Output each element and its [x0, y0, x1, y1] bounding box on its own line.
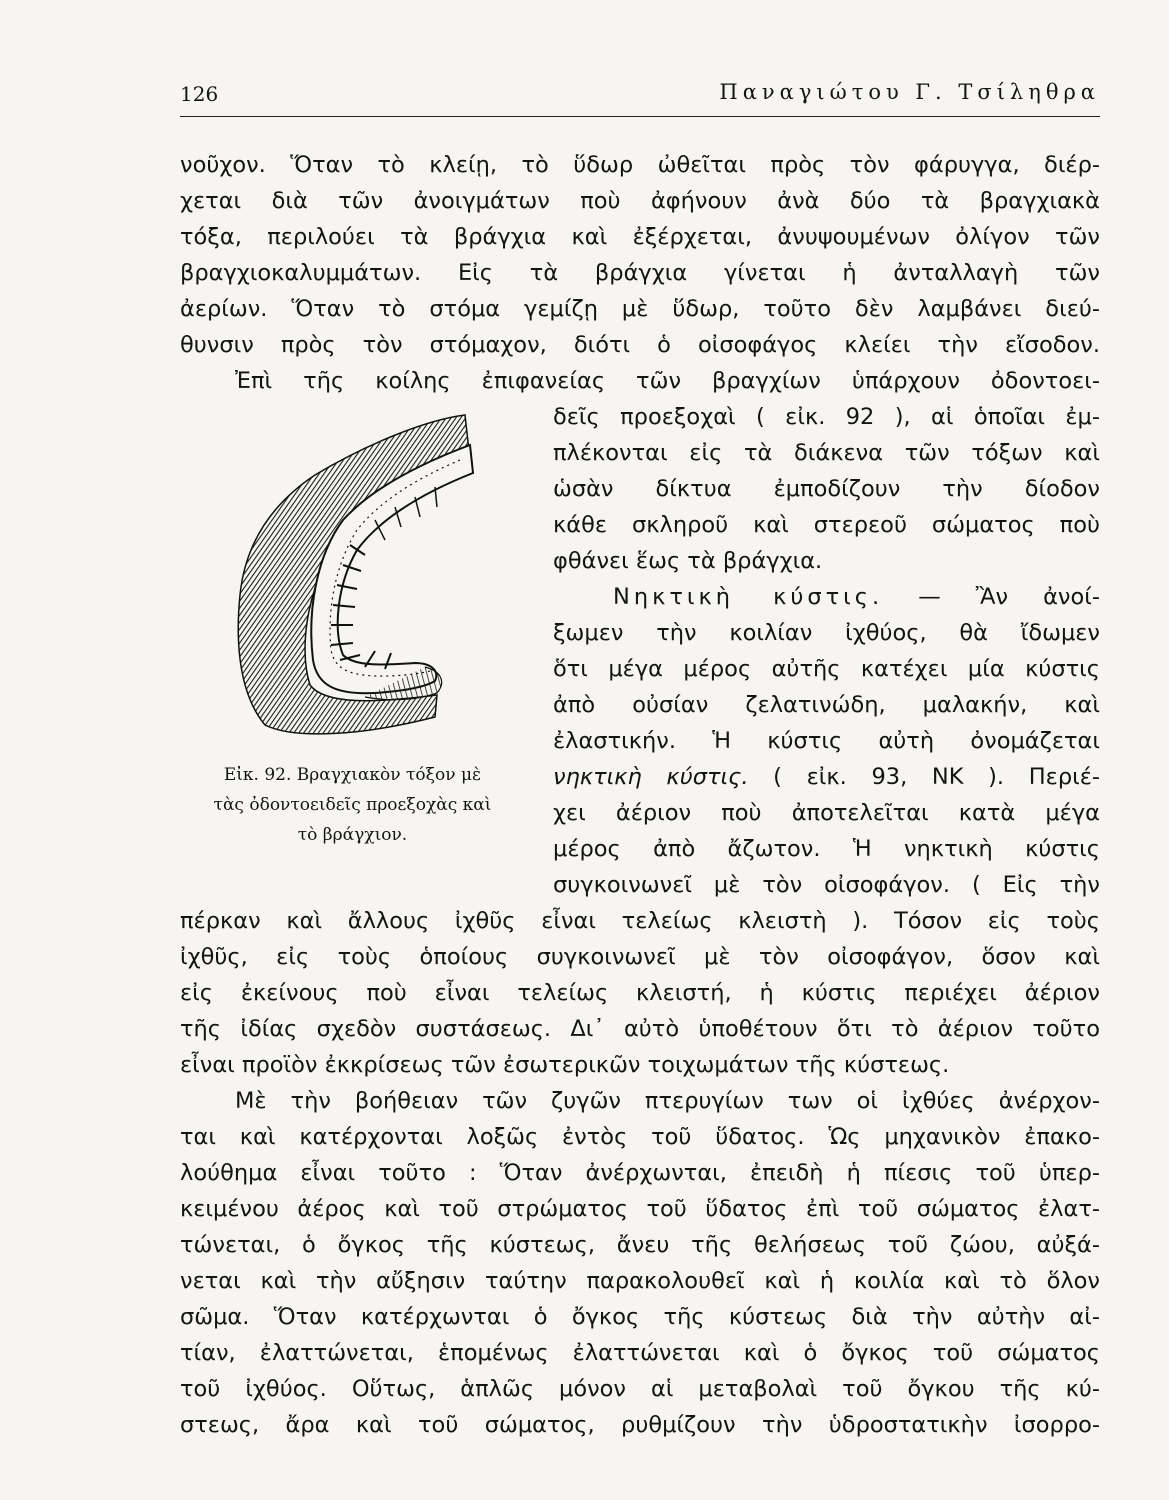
caption-line: τὸ βράγχιον. — [297, 825, 408, 845]
text-line: ὅτι μέγα μέρος αὐτῆς κατέχει μία κύστις — [553, 656, 1100, 682]
text-line: ἀπὸ οὐσίαν ζελατινώδη, μαλακήν, καὶ — [553, 692, 1100, 718]
figure-caption — [180, 760, 525, 850]
text-line: κάθε σκληροῦ καὶ στερεοῦ σώματος ποὺ — [553, 512, 1100, 538]
term-line — [553, 760, 1100, 794]
text-line: σῶμα. Ὅταν κατέρχωνται ὁ ὄγκος τῆς κύστεως διὰ τὴν αὐτὴν αἰ- — [180, 1304, 1100, 1330]
paragraph-first-line: Μὲ τὴν βοήθειαν τῶν ζυγῶν πτερυγίων των οἱ ἰχθύες ἀνέρχον- — [235, 1088, 1100, 1114]
text-line: νοῦχον. Ὅταν τὸ κλείῃ, τὸ ὕδωρ ὠθεῖται πρὸς τὸν φάρυγγα, διέρ- — [180, 152, 1100, 178]
text-line: τῆς ἰδίας σχεδὸν συστάσεως. Δι᾽ αὐτὸ ὑποθέτουν ὅτι τὸ ἀέριον τοῦτο — [180, 1016, 1100, 1042]
section-first-rest: — Ἂν ἀνοί- — [918, 584, 1100, 610]
text-line: μέρος ἀπὸ ἄζωτον. Ἡ νηκτικὴ κύστις — [553, 836, 1100, 862]
text-line: πλέκονται εἰς τὰ διάκενα τῶν τόξων καὶ — [553, 440, 1100, 466]
text-line: χεται διὰ τῶν ἀνοιγμάτων ποὺ ἀφήνουν ἀνὰ δύο τὰ βραγχιακὰ — [180, 188, 1100, 214]
section-title: Νηκτικὴ κύστις. — [613, 584, 884, 610]
text-line: κειμένου ἀέρος καὶ τοῦ στρώματος τοῦ ὕδατος ἐπὶ τοῦ σώματος ἐλατ- — [180, 1196, 1100, 1222]
page-header — [180, 76, 1100, 117]
text-line: χει ἀέριον ποὺ ἀποτελεῖται κατὰ μέγα — [553, 800, 1100, 826]
text-line: ται καὶ κατέρχονται λοξῶς ἐντὸς τοῦ ὕδατος. Ὡς μηχανικὸν ἐπακο- — [180, 1124, 1100, 1150]
text-line: εἶναι προϊὸν ἐκκρίσεως τῶν ἐσωτερικῶν τοιχωμάτων τῆς κύστεως. — [180, 1052, 950, 1078]
text-line: δεῖς προεξοχαὶ ( εἰκ. 92 ), αἱ ὁποῖαι ἐμ- — [553, 404, 1100, 430]
gill-arch-figure — [225, 405, 515, 750]
text-line: φθάνει ἕως τὰ βράγχια. — [553, 548, 823, 574]
text-line: τόξα, περιλούει τὰ βράγχια καὶ ἐξέρχεται, ἀνυψουμένων ὀλίγον τῶν — [180, 224, 1100, 250]
text-line: ἀερίων. Ὅταν τὸ στόμα γεμίζῃ μὲ ὕδωρ, τοῦτο δὲν λαμβάνει διεύ- — [180, 296, 1100, 322]
text-line: θυνσιν πρὸς τὸν στόμαχον, διότι ὁ οἰσοφάγος κλείει τὴν εἴσοδον. — [180, 332, 1100, 358]
text-line: λούθημα εἶναι τοῦτο : Ὅταν ἀνέρχωνται, ἐπειδὴ ἡ πίεσις τοῦ ὑπερ- — [180, 1160, 1100, 1186]
text-line: πέρκαν καὶ ἄλλους ἰχθῦς εἶναι τελείως κλειστὴ ). Τόσον εἰς τοὺς — [180, 908, 1100, 934]
running-head: Παναγιώτου Γ. Τσίληθρα — [719, 80, 1100, 104]
caption-line: τὰς ὀδοντοειδεῖς προεξοχὰς καὶ — [213, 795, 492, 815]
text-line: στεως, ἄρα καὶ τοῦ σώματος, ρυθμίζουν τὴν ὑδροστατικὴν ἰσορρο- — [180, 1412, 1100, 1438]
text-line: βραγχιοκαλυμμάτων. Εἰς τὰ βράγχια γίνεται ἡ ἀνταλλαγὴ τῶν — [180, 260, 1100, 286]
paragraph-first-line: Ἐπὶ τῆς κοίλης ἐπιφανείας τῶν βραγχίων ὑπάρχουν ὀδοντοει- — [235, 368, 1100, 394]
text-line: εἰς ἐκείνους ποὺ εἶναι τελείως κλειστή, ἡ κύστις περιέχει ἀέριον — [180, 980, 1100, 1006]
text-line: ὡσὰν δίκτυα ἐμποδίζουν τὴν δίοδον — [553, 476, 1100, 502]
text-line: ἰχθῦς, εἰς τοὺς ὁποίους συγκοινωνεῖ μὲ τὸν οἰσοφάγον, ὅσον καὶ — [180, 944, 1100, 970]
caption-line: Εἰκ. 92. Βραγχιακὸν τόξον μὲ — [223, 765, 482, 785]
text-line: τώνεται, ὁ ὄγκος τῆς κύστεως, ἄνευ τῆς θελήσεως τοῦ ζώου, αὐξά- — [180, 1232, 1100, 1258]
term-rest: ( εἰκ. 93, ΝΚ ). Περιέ- — [773, 764, 1100, 790]
text-line: ξωμεν τὴν κοιλίαν ἰχθύος, θὰ ἴδωμεν — [553, 620, 1100, 646]
gill-arch-illustration — [225, 405, 515, 750]
text-line: τοῦ ἰχθύος. Οὕτως, ἁπλῶς μόνον αἱ μεταβολαὶ τοῦ ὄγκου τῆς κύ- — [180, 1376, 1100, 1402]
page-number: 126 — [180, 82, 219, 106]
text-line: τίαν, ἐλαττώνεται, ἑπομένως ἐλαττώνεται καὶ ὁ ὄγκος τοῦ σώματος — [180, 1340, 1100, 1366]
text-line: ἐλαστικήν. Ἡ κύστις αὐτὴ ὀνομάζεται — [553, 728, 1100, 754]
term-italic: νηκτικὴ κύστις. — [553, 764, 749, 790]
text-line: νεται καὶ τὴν αὔξησιν ταύτην παρακολουθεῖ καὶ ἡ κοιλία καὶ τὸ ὅλον — [180, 1268, 1100, 1294]
section-heading-line — [613, 580, 1100, 614]
text-line: συγκοινωνεῖ μὲ τὸν οἰσοφάγον. ( Εἰς τὴν — [553, 872, 1100, 898]
